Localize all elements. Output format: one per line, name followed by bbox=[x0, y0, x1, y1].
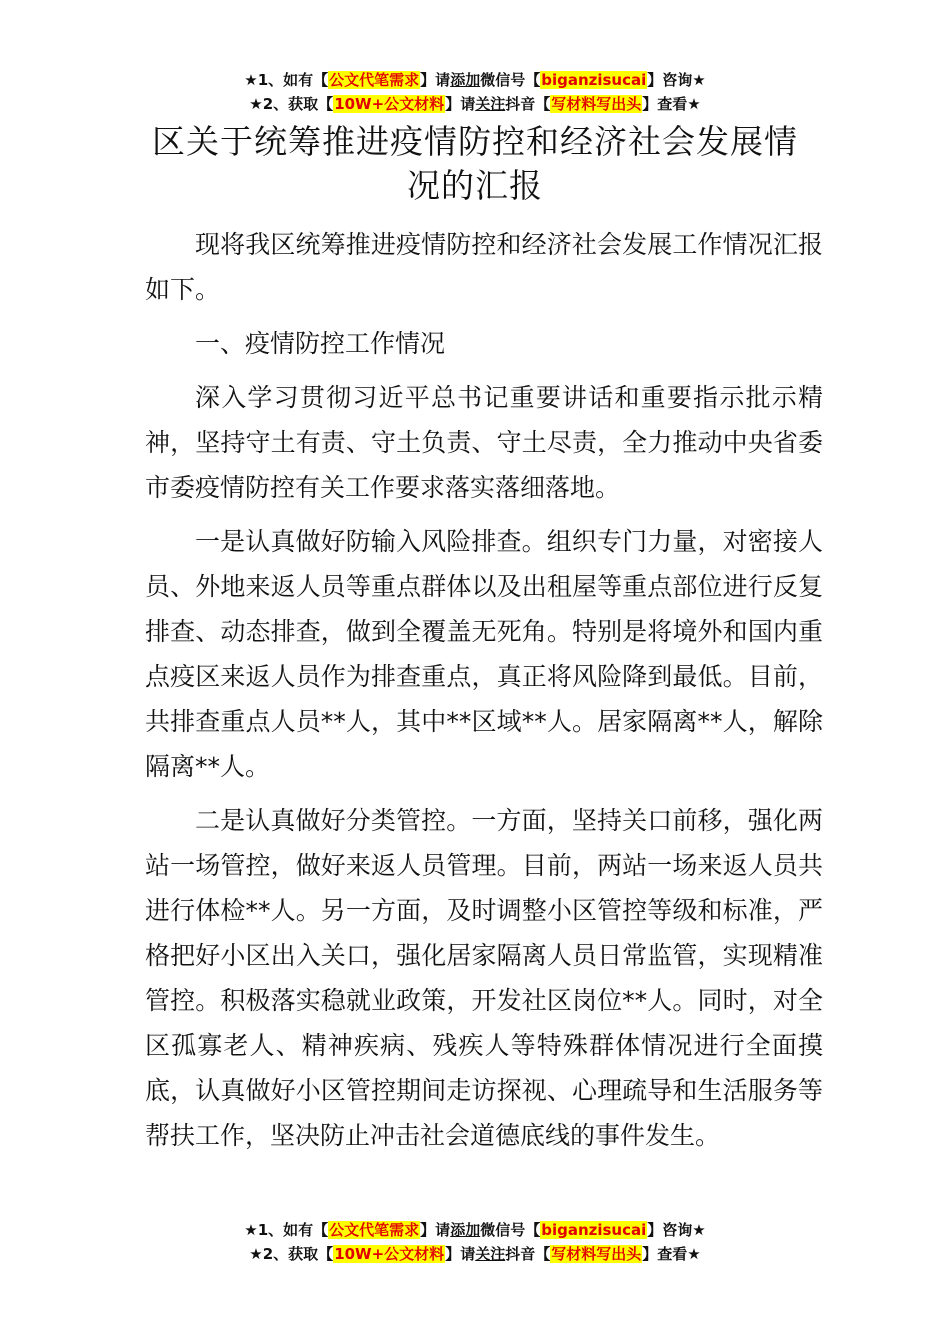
promo-text: 】请 bbox=[420, 71, 451, 89]
promo-line-2 bbox=[0, 1242, 950, 1266]
section-heading: 一、疫情防控工作情况 bbox=[195, 329, 446, 358]
promo-text: 】咨询★ bbox=[647, 1221, 706, 1239]
promo-text: 微信号【 bbox=[480, 1221, 541, 1239]
promo-line-1 bbox=[0, 68, 950, 92]
promo-text: 】请 bbox=[445, 95, 476, 113]
promo-wechat-id: biganzisucai bbox=[541, 71, 647, 89]
promo-text: 】查看★ bbox=[642, 1245, 701, 1263]
document-body bbox=[145, 222, 823, 1167]
promo-underline: 关注 bbox=[475, 1245, 506, 1263]
promo-highlight: 10W+公文材料 bbox=[334, 1245, 445, 1263]
promo-line-1 bbox=[0, 1218, 950, 1242]
promo-douyin-id: 写材料写出头 bbox=[551, 1245, 642, 1263]
promo-highlight: 10W+公文材料 bbox=[334, 95, 445, 113]
promo-underline: 添加 bbox=[450, 1221, 481, 1239]
promo-text: 】查看★ bbox=[642, 95, 701, 113]
promo-text: 抖音【 bbox=[505, 1245, 551, 1263]
paragraph: 二是认真做好分类管控。一方面，坚持关口前移，强化两站一场管控，做好来返人员管理。目前，两站一场来返人员共进行体检**人。另一方面，及时调整小区管控等级和标准，严格把好小区出入关口，强化居家隔离人员日常监管，实现精准管控。积极落实稳就业政策，开发社区岗位**人。同时，对全区孤寡老人、精神疾病、残疾人等特殊群体情况进行全面摸底，认真做好小区管控期间走访探视、心理疏导和生活服务等帮扶工作，坚决防止冲击社会道德底线的事件发生。 bbox=[145, 806, 823, 1150]
promo-highlight: 公文代笔需求 bbox=[329, 1221, 420, 1239]
promo-banner-top bbox=[0, 68, 950, 116]
paragraph-intro: 现将我区统筹推进疫情防控和经济社会发展工作情况汇报如下。 bbox=[145, 230, 823, 304]
promo-banner-bottom bbox=[0, 1218, 950, 1266]
promo-text: 】请 bbox=[420, 1221, 451, 1239]
promo-text: 抖音【 bbox=[505, 95, 551, 113]
document-title: 区关于统筹推进疫情防控和经济社会发展情况的汇报 bbox=[152, 122, 798, 205]
promo-highlight: 公文代笔需求 bbox=[329, 71, 420, 89]
promo-underline: 关注 bbox=[475, 95, 506, 113]
promo-text: 】请 bbox=[445, 1245, 476, 1263]
promo-douyin-id: 写材料写出头 bbox=[551, 95, 642, 113]
promo-text: ★2、获取【 bbox=[249, 1245, 334, 1263]
promo-line-2 bbox=[0, 92, 950, 116]
paragraph: 深入学习贯彻习近平总书记重要讲话和重要指示批示精神，坚持守土有责、守土负责、守土尽责，全力推动中央省委市委疫情防控有关工作要求落实落细落地。 bbox=[145, 383, 823, 502]
promo-text: ★1、如有【 bbox=[244, 1221, 329, 1239]
promo-text: 】咨询★ bbox=[647, 71, 706, 89]
promo-text: ★2、获取【 bbox=[249, 95, 334, 113]
promo-text: ★1、如有【 bbox=[244, 71, 329, 89]
paragraph: 一是认真做好防输入风险排查。组织专门力量，对密接人员、外地来返人员等重点群体以及出租屋等重点部位进行反复排查、动态排查，做到全覆盖无死角。特别是将境外和国内重点疫区来返人员作为排查重点，真正将风险降到最低。目前，共排查重点人员**人，其中**区域**人。居家隔离**人，解除隔离**人。 bbox=[145, 527, 823, 781]
promo-underline: 添加 bbox=[450, 71, 481, 89]
promo-wechat-id: biganzisucai bbox=[541, 1221, 647, 1239]
promo-text: 微信号【 bbox=[480, 71, 541, 89]
